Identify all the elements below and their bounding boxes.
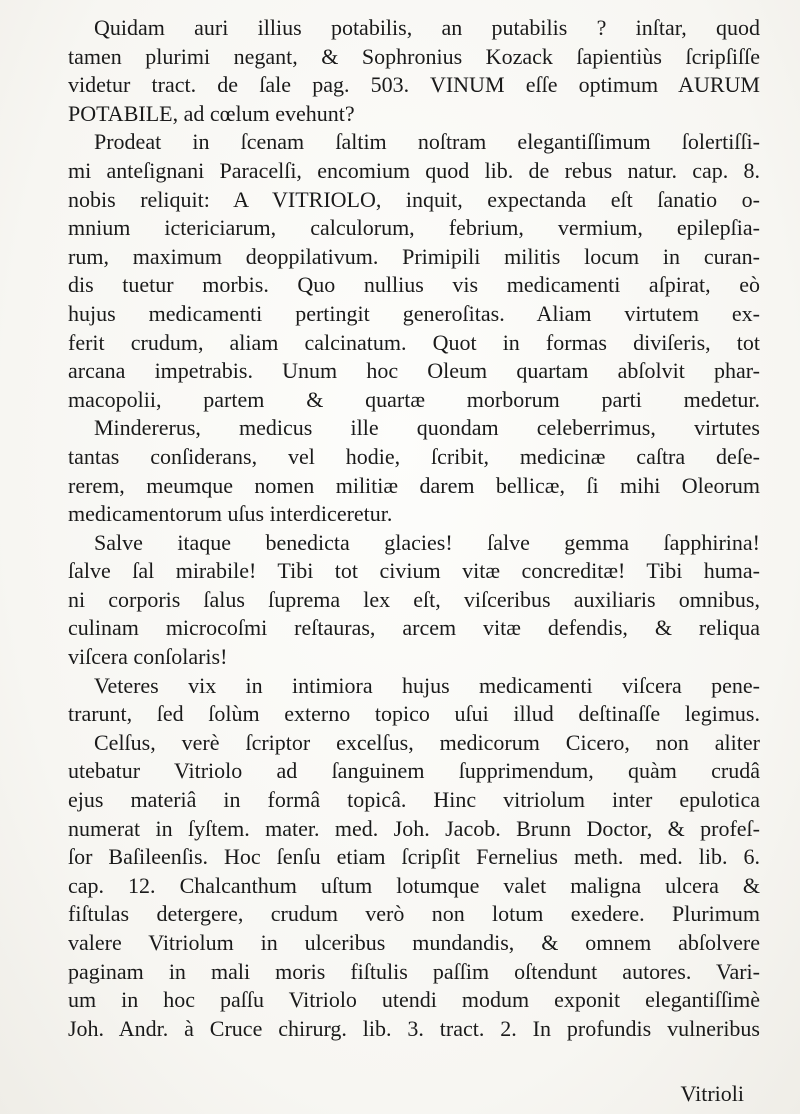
text-line: ni corporis ſalus ſuprema lex eſt, viſceribus auxiliaris omnibus, [68,586,760,612]
text-line: hujus medicamenti pertingit generoſitas. Aliam virtutem ex- [68,300,760,326]
text-line: rerem, meumque nomen militiæ darem bellicæ, ſi mihi Oleorum [68,472,760,498]
text-line: trarunt, ſed ſolùm externo topico uſui illud deſtinaſſe legimus. [68,701,760,727]
text-line: culinam microcoſmi reſtauras, arcem vitæ defendis, & reliqua [68,615,760,641]
text-line: Salve itaque benedicta glacies! ſalve gemma ſapphirina! [94,529,760,555]
text-line: nobis reliquit: A VITRIOLO, inquit, expectanda eſt ſanatio o- [68,186,760,212]
text-line: rum, maximum deoppilativum. Primipili militis locum in curan- [68,243,760,269]
text-line: POTABILE, ad cœlum evehunt? [68,100,355,126]
text-line: viſcera conſolaris! [68,644,228,670]
text-line: mi anteſignani Paracelſi, encomium quod lib. de rebus natur. cap. 8. [68,157,760,183]
text-line: Quidam auri illius potabilis, an putabilis ? inſtar, quod [94,15,760,40]
text-line: Veteres vix in intimiora hujus medicamenti viſcera pene- [94,672,760,698]
text-line: tamen plurimi negant, & Sophronius Kozack ſapientiùs ſcripſiſſe [68,43,760,69]
text-line: ferit crudum, aliam calcinatum. Quot in formas diviſeris, tot [68,329,760,355]
catchword: Vitrioli [680,1081,744,1106]
text-line: macopolii, partem & quartæ morborum parti medetur. [68,386,760,412]
text-line: valere Vitriolum in ulceribus mundandis, & omnem abſolvere [68,930,760,955]
text-line: dis tuetur morbis. Quo nullius vis medicamenti aſpirat, eò [68,272,760,298]
text-line: ſalve ſal mirabile! Tibi tot civium vitæ concreditæ! Tibi huma- [68,558,760,584]
text-line: tantas conſiderans, vel hodie, ſcribit, medicinæ caſtra deſe- [68,443,760,469]
text-line: numerat in ſyſtem. mater. med. Joh. Jacob. Brunn Doctor, & profeſ- [68,815,760,841]
text-line: Celſus, verè ſcriptor excelſus, medicorum Cicero, non aliter [94,729,760,755]
text-line: ejus materiâ in formâ topicâ. Hinc vitriolum inter epulotica [68,787,760,813]
text-line: cap. 12. Chalcanthum uſtum lotumque valet maligna ulcera & [68,872,760,898]
text-line: Prodeat in ſcenam ſaltim noſtram elegantiſſimum ſolertiſſi- [94,129,760,155]
text-line: um in hoc paſſu Vitriolo utendi modum exponit elegantiſſimè [68,987,760,1013]
text-line: videtur tract. de ſale pag. 503. VINUM eſſe optimum AURUM [68,72,760,98]
text-line: paginam in mali moris fiſtulis paſſim oſtendunt autores. Vari- [68,958,760,984]
text-line: Joh. Andr. à Cruce chirurg. lib. 3. tract. 2. In profundis vulneribus [68,1015,760,1041]
text-block [68,14,760,1043]
text-line: ſor Baſileenſis. Hoc ſenſu etiam ſcripſit Fernelius meth. med. lib. 6. [68,844,760,870]
text-line: mnium ictericiarum, calculorum, febrium, vermium, epilepſia- [68,215,760,241]
text-line: arcana impetrabis. Unum hoc Oleum quartam abſolvit phar- [68,358,760,384]
text-line: utebatur Vitriolo ad ſanguinem ſupprimendum, quàm crudâ [68,758,760,784]
text-line: medicamentorum uſus interdiceretur. [68,501,393,527]
text-line: fiſtulas detergere, crudum verò non lotum exedere. Plurimum [68,901,760,927]
text-line: Mindererus, medicus ille quondam celeberrimus, virtutes [94,415,760,441]
